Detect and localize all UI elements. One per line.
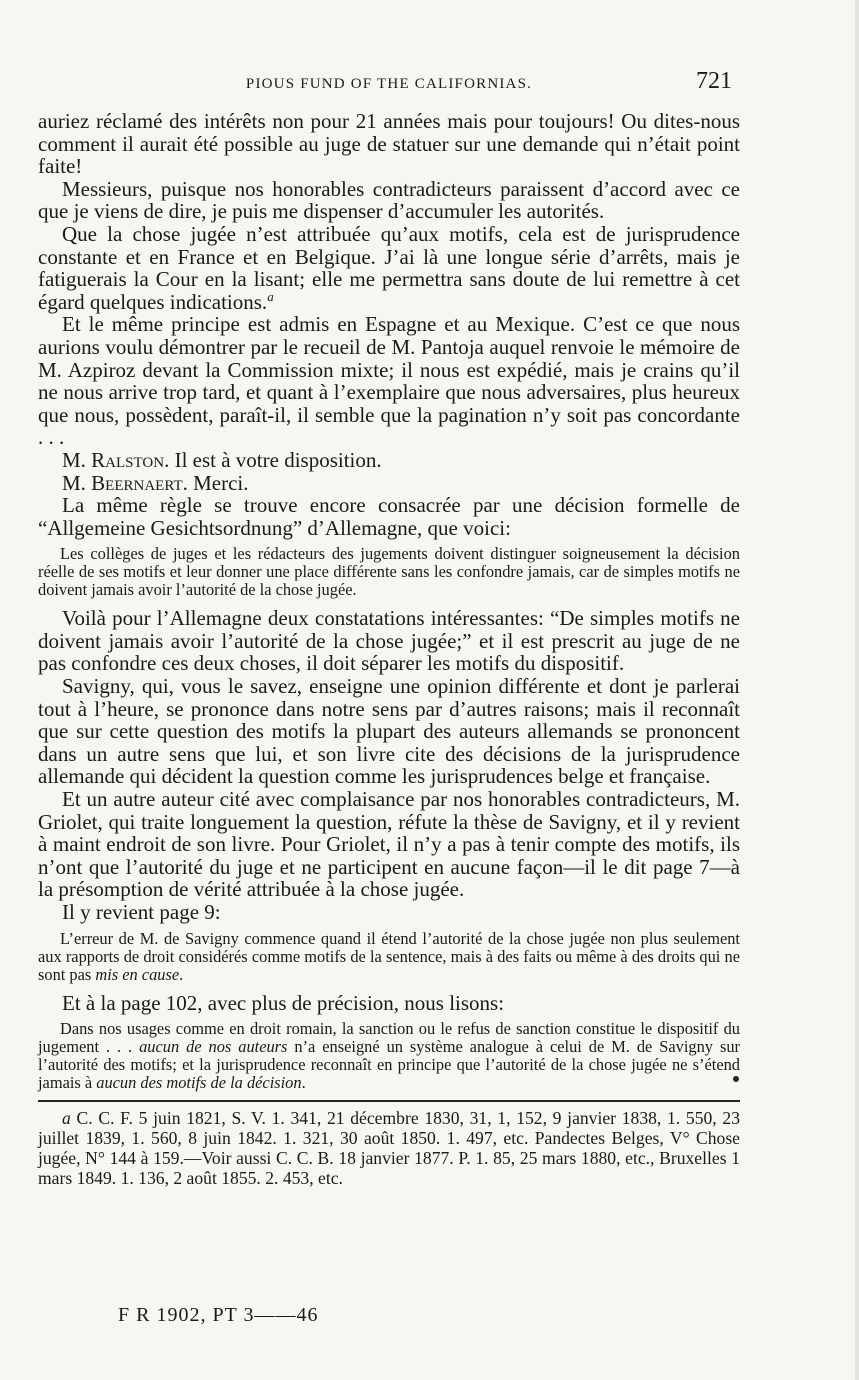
speaker-name: M. Ralston. (62, 447, 170, 472)
quote-text: . (301, 1073, 306, 1093)
paragraph: Il y revient page 9: (62, 900, 221, 924)
speaker-text: Merci. (187, 470, 249, 495)
signature-mark: F R 1902, PT 3——46 (118, 1304, 319, 1326)
speaker-name: M. Beernaert. (62, 470, 188, 495)
paragraph: Messieurs, puisque nos honorables contradicteurs paraissent d’accord avec ce que je viens de dire, je puis me dispenser d’accumuler les autorités. (38, 176, 740, 224)
footnote-marker: a (62, 1108, 71, 1129)
quote-emphasis: aucun de nos auteurs (139, 1037, 288, 1057)
quote-emphasis: aucun des motifs de la décision (96, 1073, 302, 1093)
block-quote (38, 1020, 740, 1092)
quote-text: L’erreur de M. de Savigny commence quand il étend l’autorité de la chose jugée non plus seulement aux rapports de droit considérés comme motifs de la sentence, mais à des faits ou même à des droits qui ne sont pas (38, 928, 740, 984)
page-header (38, 58, 740, 110)
paragraph: Et à la page 102, avec plus de précision, nous lisons: (62, 990, 505, 1015)
main-text (38, 110, 740, 539)
paragraph: La même règle se trouve encore consacrée par une décision formelle de “Allgemeine Gesichtsordnung” d’Allemagne, que voici: (38, 493, 740, 540)
paragraph: auriez réclamé des intérêts non pour 21 années mais pour toujours! Ou dites-nous comment il aurait été possible au juge de statuer sur une demande qui n’était point faite! (38, 109, 740, 179)
footnote-ref: a (267, 288, 274, 304)
speaker-line (38, 449, 740, 472)
main-text (38, 607, 740, 923)
footnote-text: C. C. F. 5 juin 1821, S. V. 1. 341, 21 décembre 1830, 31, 1, 152, 9 janvier 1838, 1. 550, 23 juillet 1839, 1. 560, 8 juin 1842. 1. 321, 30 août 1850. 1. 497, etc. Pandectes Belges, V° Chose jugée, N° 144 à 159.—Voir aussi C. C. B. 18 janvier 1877. P. 1. 85, 25 mars 1880, etc., Bruxelles 1 mars 1849. 1. 136, 2 août 1855. 2. 453, etc. (38, 1108, 740, 1189)
paragraph: Savigny, qui, vous le savez, enseigne une opinion différente et dont je parlerai tout à l’heure, se prononce dans notre sens par d’autres raisons; mais il reconnaît que sur cette question des motifs la plupart des auteurs allemands se prononcent dans un autre sens que lui, et son livre cite des décisions de la jurisprudence allemande qui décident la question comme les jurisprudences belge et française. (38, 674, 740, 789)
running-title: PIOUS FUND OF THE CALIFORNIAS. (245, 76, 533, 92)
quote-text: Dans nos usages comme en droit romain, la sanction ou le refus de sanction constitue le dispositif du jugement . . . (38, 1019, 740, 1057)
quote-text: . (179, 964, 184, 984)
paragraph (38, 223, 740, 313)
speaker-line (38, 472, 740, 495)
footnote-divider (38, 1100, 740, 1102)
block-quote (38, 930, 740, 984)
page-number: 721 (696, 68, 732, 94)
quote-text: n’a enseigné un système analogue à celui de M. de Savigny sur l’autorité des motifs; et la jurisprudence reconnaît en principe que l’autorité de la chose jugée ne s’étend jamais à (38, 1037, 740, 1093)
main-text (38, 992, 740, 1015)
page-edge (855, 0, 859, 1380)
paragraph: Et un autre auteur cité avec complaisance par nos honorables contradicteurs, M. Griolet, qui traite longuement la question, réfute la thèse de Savigny, et il y revient à maint endroit de son livre. Pour Griolet, il n’y a pas à tenir compte des motifs, ils n’ont que l’autorité du juge et ne participent en aucune façon—il le dit page 7—à la présomption de vérité attribuée à la chose jugée. (38, 787, 740, 902)
paragraph: Voilà pour l’Allemagne deux constatations intéressantes: “De simples motifs ne doivent jamais avoir l’autorité de la chose jugée;” et il est prescrit au juge de ne pas confondre ces deux choses, il doit séparer les motifs du dispositif. (38, 606, 740, 676)
document-page (38, 58, 740, 1188)
block-quote: Les collèges de juges et les rédacteurs des jugements doivent distinguer soigneusement la décision réelle de ses motifs et leur donner une place différente sans les confondre jamais, car de simples motifs ne doivent jamais avoir l’autorité de la chose jugée. (38, 544, 740, 600)
speaker-text: Il est à votre disposition. (169, 447, 382, 472)
quote-emphasis: mis en cause (95, 964, 180, 984)
paragraph: Et le même principe est admis en Espagne et au Mexique. C’est ce que nous aurions voulu démontrer par le recueil de M. Pantoja auquel renvoie le mémoire de M. Azpiroz devant la Commission mixte; il nous est expédié, mais je crains qu’il ne nous arrive trop tard, et quant à l’exemplaire que nous adversaires, plus heureux que nous, possèdent, paraît-il, il semble que la pagination n’y soit pas concordante . . . (38, 312, 740, 450)
footnote (38, 1108, 740, 1188)
ink-spot (733, 1076, 739, 1082)
paragraph-text: Que la chose jugée n’est attribuée qu’aux motifs, cela est de jurisprudence constante et en France et en Belgique. J’ai là une longue série d’arrêts, mais je fatiguerais la Cour en la lisant; elle me permettra sans doute de lui remettre à cet égard quelques indications. (38, 221, 740, 314)
